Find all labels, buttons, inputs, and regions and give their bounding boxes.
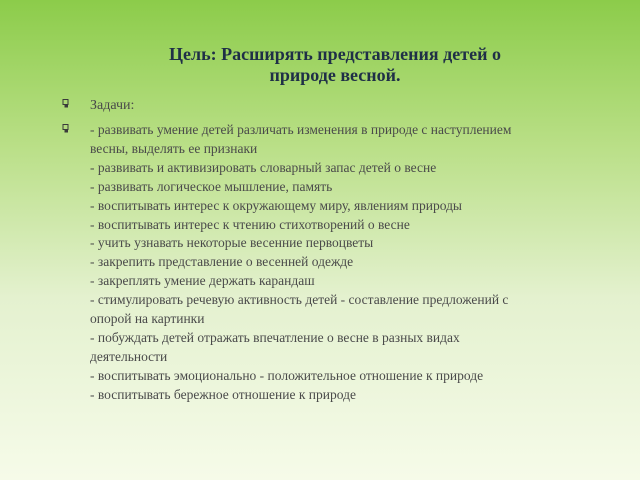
- square-bullet-icon: [62, 99, 69, 108]
- slide-title: [120, 44, 550, 86]
- title-line-2: природе весной.: [269, 65, 401, 85]
- tasks-list: [62, 96, 622, 412]
- task-line: - развивать логическое мышление, память: [90, 178, 333, 194]
- task-line: весны, выделять ее признаки: [90, 140, 258, 156]
- task-line: опорой на картинки: [90, 311, 205, 327]
- task-line: - развивать умение детей различать изменения в природе с наступлением: [90, 122, 512, 137]
- task-line: - учить узнавать некоторые весенние первоцветы: [90, 235, 374, 251]
- title-line-1: Цель: Расширять представления детей о: [169, 44, 501, 64]
- task-line: деятельности: [90, 348, 168, 364]
- square-bullet-icon-svg: [62, 124, 69, 133]
- square-bullet-icon: [62, 124, 69, 133]
- list-item-heading: [62, 96, 622, 114]
- task-line: - закреплять умение держать карандаш: [90, 273, 315, 289]
- task-line: - воспитывать интерес к чтению стихотворений о весне: [90, 216, 410, 232]
- tasks-text: [90, 121, 622, 405]
- task-line: - воспитывать интерес к окружающему миру, явлениям природы: [90, 197, 463, 213]
- task-line: - развивать и активизировать словарный запас детей о весне: [90, 159, 437, 175]
- task-line: - воспитывать бережное отношение к природе: [90, 386, 356, 402]
- task-line: - закрепить представление о весенней одежде: [90, 254, 354, 270]
- list-item-tasks: [62, 121, 622, 405]
- square-bullet-icon-svg: [62, 99, 69, 108]
- tasks-heading: Задачи:: [90, 98, 135, 113]
- task-line: - воспитывать эмоционально - положительное отношение к природе: [90, 367, 484, 383]
- task-line: - стимулировать речевую активность детей - составление предложений с: [90, 292, 509, 308]
- task-line: - побуждать детей отражать впечатление о весне в разных видах: [90, 329, 460, 345]
